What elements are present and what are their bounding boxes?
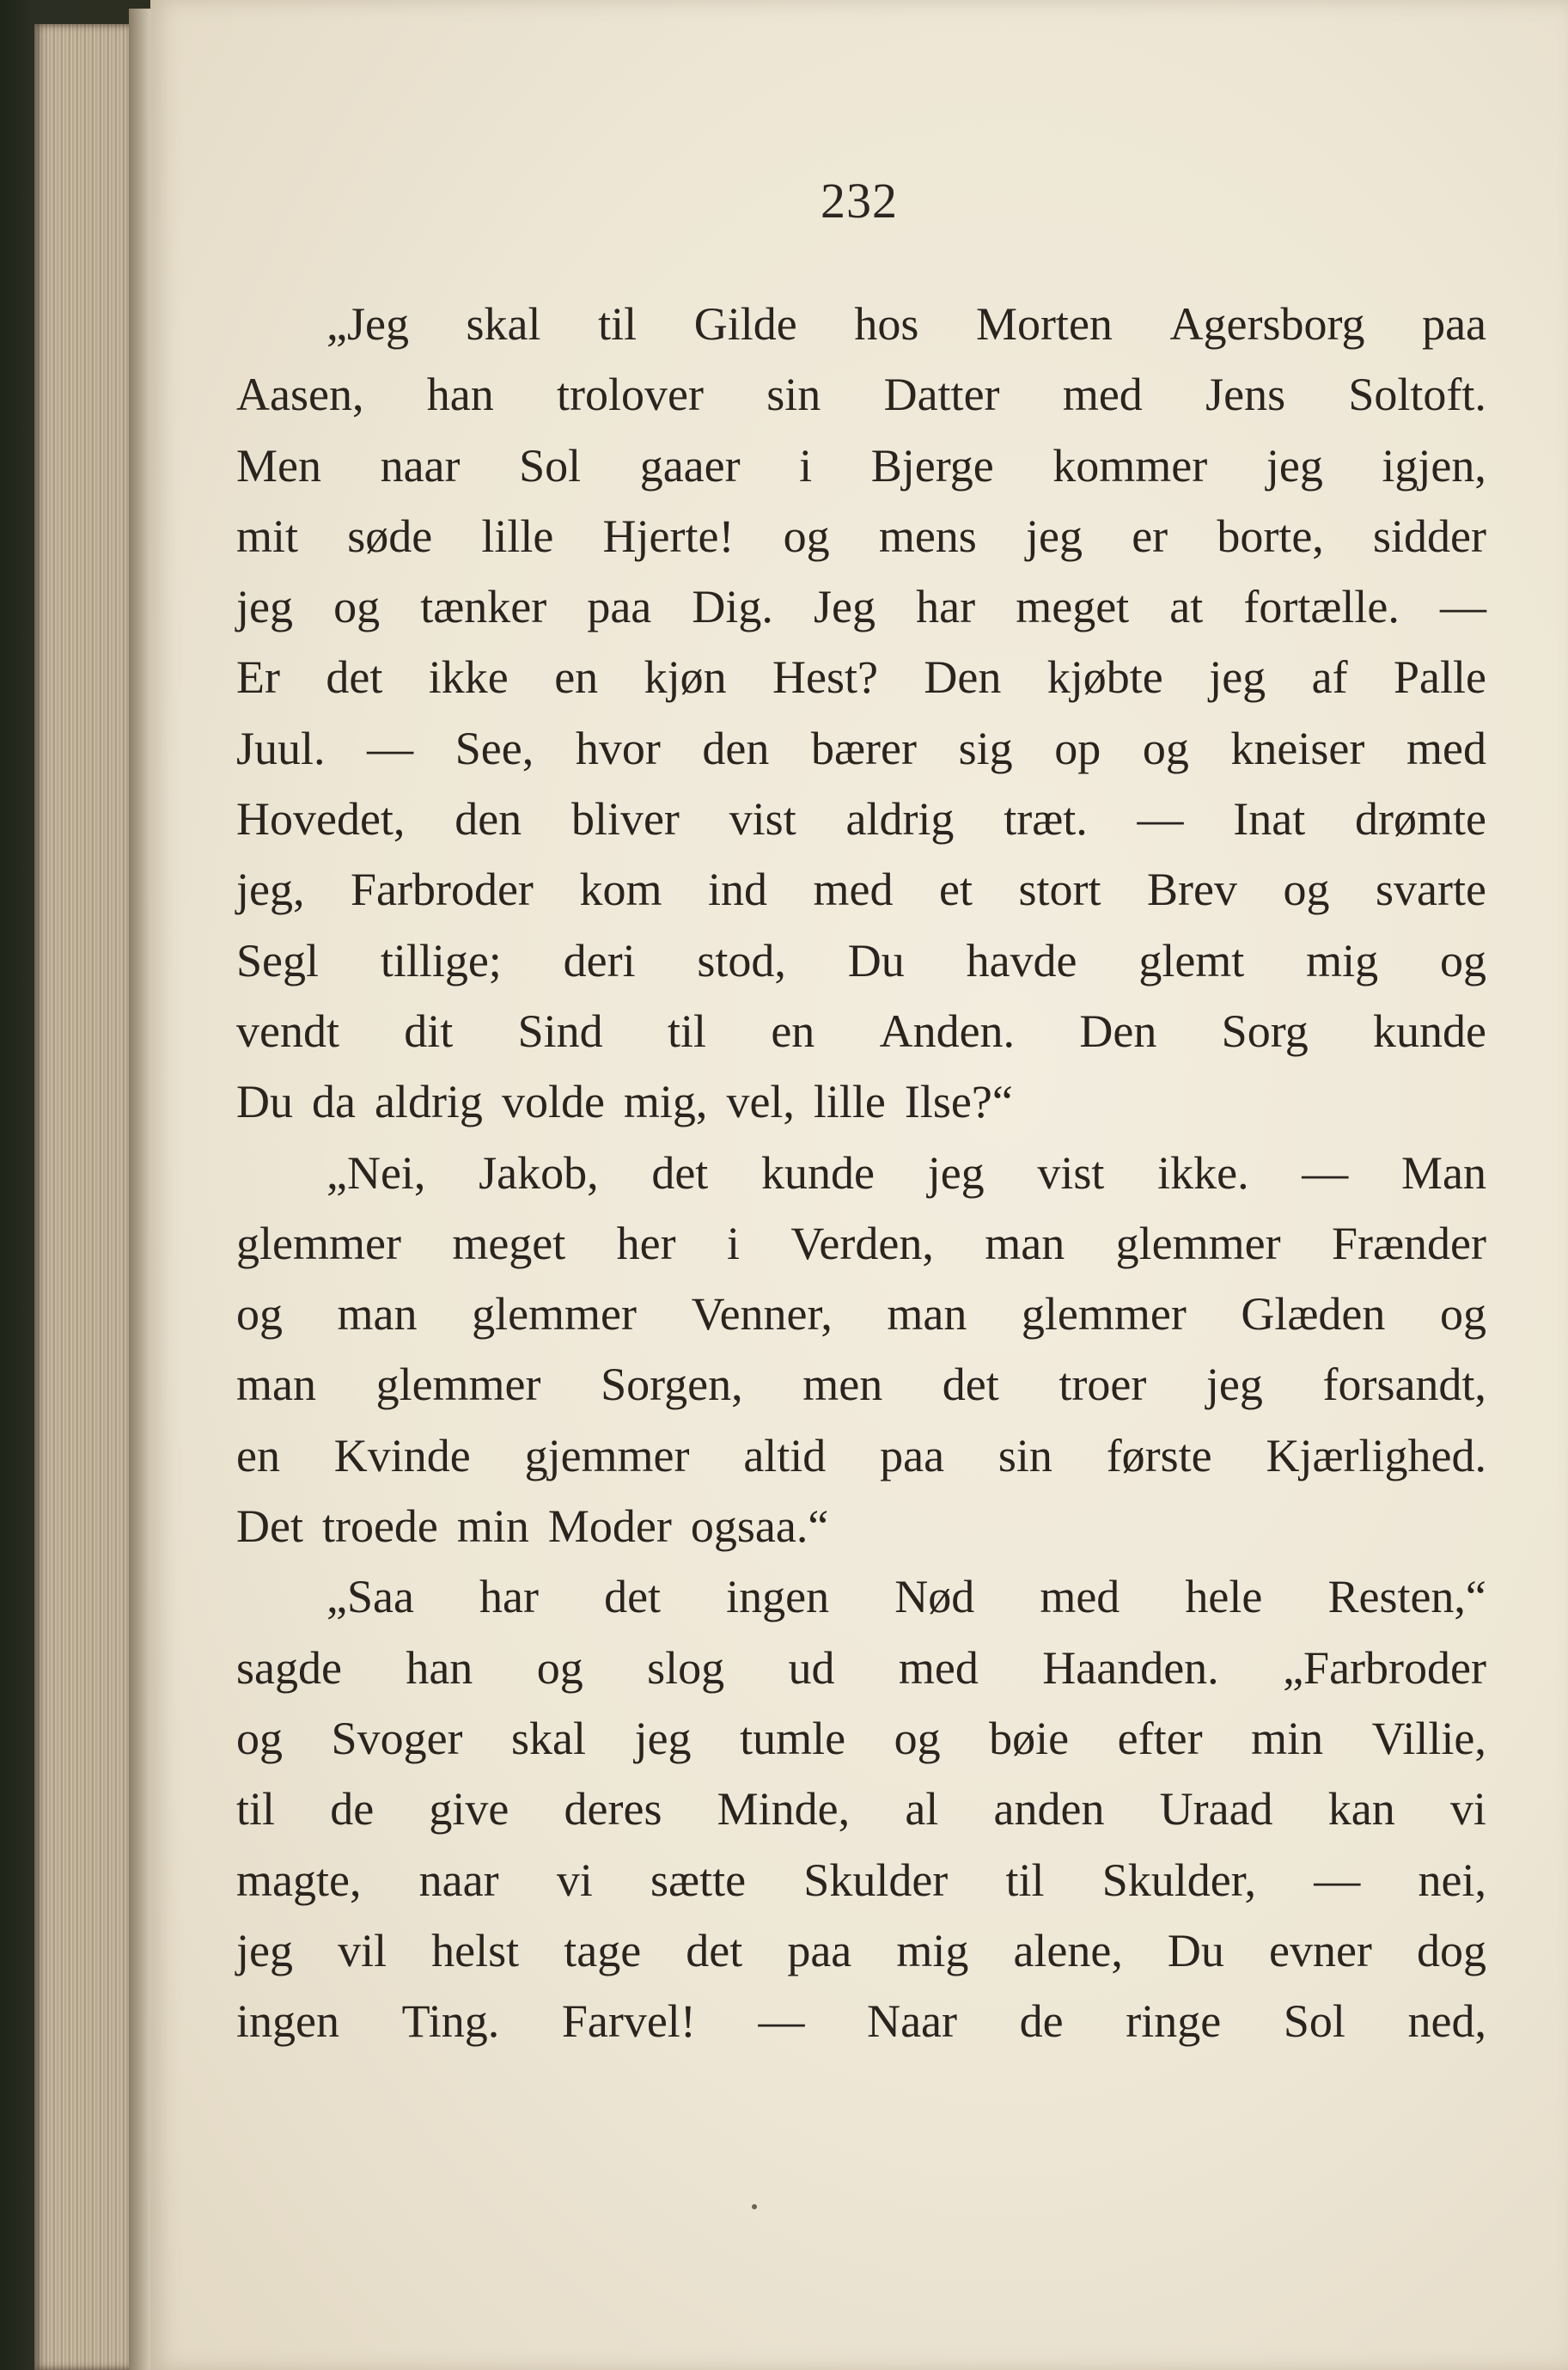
word: Bjerge <box>870 439 994 492</box>
word: ind <box>707 864 767 916</box>
word: vi <box>556 1854 593 1906</box>
text-line <box>236 501 1486 571</box>
word: Aasen, <box>236 369 364 421</box>
word: trolover <box>557 369 704 421</box>
paper-speck <box>752 2204 757 2209</box>
word: de <box>330 1783 375 1836</box>
word: Det <box>236 1500 303 1553</box>
word: magte, <box>236 1854 362 1906</box>
text-line <box>236 1491 1486 1561</box>
word: altid <box>743 1429 827 1481</box>
text-line <box>236 289 1486 359</box>
word: det <box>942 1359 999 1411</box>
word: See, <box>455 722 534 774</box>
word: Soltoft. <box>1348 369 1486 421</box>
word: man <box>985 1217 1065 1269</box>
word: til <box>1005 1854 1045 1906</box>
word: aldrig <box>845 793 955 846</box>
word: men <box>802 1359 883 1411</box>
word: da <box>312 1076 356 1128</box>
word: meget <box>1016 581 1130 633</box>
text-line <box>236 1279 1486 1349</box>
word: — <box>1137 793 1184 846</box>
word: min <box>456 1500 529 1553</box>
text-line <box>236 1915 1486 1986</box>
word: Minde, <box>717 1783 851 1836</box>
word: til <box>236 1783 276 1836</box>
word: naar <box>380 439 461 492</box>
word: er <box>1132 510 1168 562</box>
word: „Farbroder <box>1283 1641 1486 1694</box>
book-page-edges <box>34 24 137 2370</box>
word: Inat <box>1233 793 1306 846</box>
word: ingen <box>236 1995 339 2048</box>
word: hele <box>1185 1571 1263 1623</box>
word: Moder <box>547 1500 672 1553</box>
word: dit <box>404 1005 454 1057</box>
word: Uraad <box>1159 1783 1273 1836</box>
word: og <box>236 1288 283 1341</box>
word: ringe <box>1126 1995 1222 2048</box>
word: man <box>887 1288 967 1341</box>
word: borte, <box>1217 510 1324 562</box>
word: bøie <box>989 1712 1070 1764</box>
word: „Jeg <box>326 298 409 350</box>
word: kneiser <box>1230 722 1365 774</box>
text-line <box>236 925 1486 996</box>
word: Hjerte! <box>602 510 735 562</box>
word: jeg <box>1205 1359 1263 1411</box>
word: og <box>894 1712 941 1764</box>
word: man <box>337 1288 418 1341</box>
word: med <box>898 1641 979 1694</box>
word: med <box>1062 369 1143 421</box>
word: ikke <box>428 651 509 704</box>
word: dog <box>1417 1924 1486 1976</box>
word: paa <box>1422 298 1486 350</box>
word: gaaer <box>639 439 741 492</box>
word: al <box>905 1783 939 1836</box>
word: helst <box>431 1924 520 1976</box>
word: glemmer <box>236 1217 401 1269</box>
word: Den <box>1079 1005 1157 1057</box>
text-line <box>236 1703 1486 1774</box>
word: Ilse?“ <box>904 1076 1013 1128</box>
text-line <box>236 1986 1486 2056</box>
word: paa <box>787 1924 852 1976</box>
word: ud <box>788 1641 835 1694</box>
text-line <box>236 359 1486 430</box>
word: det <box>604 1571 662 1623</box>
word: og <box>536 1641 583 1694</box>
word: meget <box>452 1217 566 1269</box>
word: Kjærlighed. <box>1266 1429 1486 1481</box>
body-text <box>236 289 1486 2056</box>
word: mig <box>896 1924 969 1976</box>
word: Skulder <box>803 1854 949 1906</box>
word: Sorg <box>1221 1005 1309 1057</box>
word: og <box>1439 1288 1486 1341</box>
word: stod, <box>697 934 786 986</box>
word: Jakob, <box>479 1146 599 1199</box>
text-line <box>236 854 1486 925</box>
word: jeg <box>236 1924 293 1976</box>
word: volde <box>501 1076 605 1128</box>
word: tage <box>564 1924 642 1976</box>
word: paa <box>587 581 652 633</box>
word: troer <box>1059 1359 1147 1411</box>
word: til <box>598 298 638 350</box>
word: ned, <box>1407 1995 1486 2048</box>
word: og <box>783 510 830 562</box>
text-line <box>236 1066 1486 1137</box>
word: Sind <box>517 1005 603 1057</box>
text-line <box>236 1208 1486 1279</box>
word: havde <box>966 934 1077 986</box>
word: gjemmer <box>524 1429 690 1481</box>
word: Skulder, <box>1101 1854 1257 1906</box>
word: igjen, <box>1382 439 1486 492</box>
word: jeg <box>634 1712 692 1764</box>
text-line <box>236 1633 1486 1703</box>
word: træt. <box>1004 793 1088 846</box>
word: — <box>1314 1854 1361 1906</box>
word: glemmer <box>375 1359 541 1411</box>
word: det <box>651 1146 709 1199</box>
word: med <box>1040 1571 1120 1623</box>
word: Morten <box>975 298 1113 350</box>
word: „Nei, <box>326 1146 426 1199</box>
word: tillige; <box>380 934 502 986</box>
word: Venner, <box>691 1288 833 1341</box>
word: jeg <box>236 581 293 633</box>
word: og <box>1283 864 1330 916</box>
word: og <box>1142 722 1189 774</box>
word: en <box>771 1005 815 1057</box>
text-line <box>236 784 1486 854</box>
word: jeg <box>1026 510 1083 562</box>
word: jeg <box>1209 651 1266 704</box>
word: Du <box>847 934 905 986</box>
word: Men <box>236 439 321 492</box>
word: sin <box>766 369 821 421</box>
word: drømte <box>1354 793 1486 846</box>
word: Naar <box>867 1995 957 2048</box>
word: jeg <box>927 1146 985 1199</box>
word: Villie, <box>1371 1712 1486 1764</box>
word: — <box>367 722 414 774</box>
word: Sol <box>519 439 582 492</box>
word: Glæden <box>1241 1288 1386 1341</box>
text-line <box>236 431 1486 501</box>
word: har <box>479 1571 539 1623</box>
word: — <box>758 1995 805 2048</box>
text-line <box>236 1561 1486 1632</box>
text-line <box>236 1774 1486 1844</box>
word: efter <box>1117 1712 1203 1764</box>
word: skal <box>511 1712 587 1764</box>
word: mig <box>1306 934 1379 986</box>
word: med <box>1406 722 1486 774</box>
word: deres <box>564 1783 662 1836</box>
word: Agersborg <box>1169 298 1365 350</box>
word: en <box>236 1429 280 1481</box>
word: første <box>1106 1429 1212 1481</box>
word: vist <box>1037 1146 1105 1199</box>
word: sætte <box>650 1854 747 1906</box>
word: give <box>429 1783 509 1836</box>
word: skal <box>466 298 541 350</box>
word: Segl <box>236 934 320 986</box>
text-line <box>236 713 1486 784</box>
word: Hest? <box>772 651 878 704</box>
word: evner <box>1269 1924 1372 1976</box>
word: Verden, <box>790 1217 934 1269</box>
word: et <box>939 864 973 916</box>
word: Den <box>924 651 1002 704</box>
word: Palle <box>1393 651 1486 704</box>
word: glemmer <box>1115 1217 1281 1269</box>
word: hvor <box>575 722 661 774</box>
word: slog <box>647 1641 725 1694</box>
word: „Saa <box>326 1571 414 1623</box>
word: Farbroder <box>351 864 534 916</box>
word: svarte <box>1376 864 1486 916</box>
word: sagde <box>236 1641 342 1694</box>
word: kan <box>1327 1783 1395 1836</box>
word: Kvinde <box>333 1429 471 1481</box>
word: jeg <box>1266 439 1323 492</box>
word: og <box>236 1712 283 1764</box>
word: forsandt, <box>1322 1359 1486 1411</box>
word: aldrig <box>374 1076 483 1128</box>
word: i <box>727 1217 741 1269</box>
word: kom <box>579 864 662 916</box>
word: Brev <box>1147 864 1237 916</box>
word: glemmer <box>1021 1288 1187 1341</box>
text-line <box>236 1138 1486 1208</box>
word: kjøn <box>644 651 727 704</box>
word: Nød <box>894 1571 975 1623</box>
word: vendt <box>236 1005 339 1057</box>
word: fortælle. <box>1243 581 1400 633</box>
word: han <box>426 369 494 421</box>
word: og <box>1439 934 1486 986</box>
text-line <box>236 1845 1486 1915</box>
word: kunde <box>1373 1005 1486 1057</box>
word: til <box>667 1005 706 1057</box>
word: lille <box>481 510 554 562</box>
word: ikke. <box>1157 1146 1249 1199</box>
text-line <box>236 571 1486 642</box>
word: op <box>1054 722 1101 774</box>
word: sin <box>998 1429 1052 1481</box>
word: Jens <box>1205 369 1286 421</box>
word: mit <box>236 510 299 562</box>
word: ingen <box>726 1571 830 1623</box>
word: vi <box>1449 1783 1486 1836</box>
word: kommer <box>1052 439 1208 492</box>
word: Er <box>236 651 280 704</box>
word: af <box>1311 651 1348 704</box>
word: her <box>616 1217 676 1269</box>
word: i <box>799 439 813 492</box>
word: Dig. <box>692 581 773 633</box>
word: tumle <box>740 1712 846 1764</box>
word: glemt <box>1138 934 1245 986</box>
word: lille <box>813 1076 886 1128</box>
word: paa <box>880 1429 945 1481</box>
word: Frænder <box>1331 1217 1486 1269</box>
word: vist <box>729 793 796 846</box>
word: ogsaa.“ <box>690 1500 829 1553</box>
word: det <box>686 1924 743 1976</box>
word: Resten,“ <box>1327 1571 1486 1623</box>
word: han <box>406 1641 473 1694</box>
word: med <box>813 864 894 916</box>
word: vel, <box>726 1076 795 1128</box>
word: Man <box>1401 1146 1486 1199</box>
word: at <box>1169 581 1204 633</box>
text-line <box>236 1349 1486 1420</box>
word: — <box>1302 1146 1349 1199</box>
word: Farvel! <box>561 1995 696 2048</box>
word: Du <box>1167 1924 1224 1976</box>
word: alene, <box>1013 1924 1123 1976</box>
word: de <box>1019 1995 1064 2048</box>
word: har <box>916 581 976 633</box>
word: Anden. <box>879 1005 1016 1057</box>
word: Juul. <box>236 722 326 774</box>
word: deri <box>563 934 636 986</box>
word: den <box>702 722 770 774</box>
word: hos <box>854 298 919 350</box>
word: Du <box>236 1076 293 1128</box>
word: troede <box>321 1500 438 1553</box>
word: mens <box>878 510 977 562</box>
word: det <box>326 651 383 704</box>
word: bliver <box>570 793 680 846</box>
word: Jeg <box>814 581 876 633</box>
word: kunde <box>761 1146 875 1199</box>
word: Ting. <box>401 1995 500 2048</box>
word: og <box>333 581 381 633</box>
word: sig <box>958 722 1013 774</box>
text-line <box>236 642 1486 712</box>
word: min <box>1251 1712 1324 1764</box>
word: naar <box>418 1854 499 1906</box>
word: søde <box>347 510 433 562</box>
text-line <box>236 996 1486 1066</box>
word: den <box>455 793 522 846</box>
word: stort <box>1018 864 1101 916</box>
word: Haanden. <box>1042 1641 1219 1694</box>
word: Svoger <box>331 1712 463 1764</box>
word: Sorgen, <box>601 1359 743 1411</box>
word: bærer <box>811 722 917 774</box>
word: glemmer <box>472 1288 638 1341</box>
word: — <box>1440 581 1486 633</box>
word: kjøbte <box>1046 651 1163 704</box>
word: man <box>236 1359 316 1411</box>
word: en <box>554 651 599 704</box>
word: Datter <box>883 369 1000 421</box>
word: vil <box>338 1924 387 1976</box>
word: Gilde <box>693 298 797 350</box>
word: anden <box>993 1783 1105 1836</box>
word: Hovedet, <box>236 793 406 846</box>
word: sidder <box>1372 510 1486 562</box>
page-number: 232 <box>821 173 898 229</box>
word: tænker <box>420 581 547 633</box>
word: jeg, <box>236 864 305 916</box>
word: mig, <box>623 1076 708 1128</box>
text-line <box>236 1420 1486 1491</box>
word: Sol <box>1283 1995 1345 2048</box>
word: nei, <box>1418 1854 1486 1906</box>
